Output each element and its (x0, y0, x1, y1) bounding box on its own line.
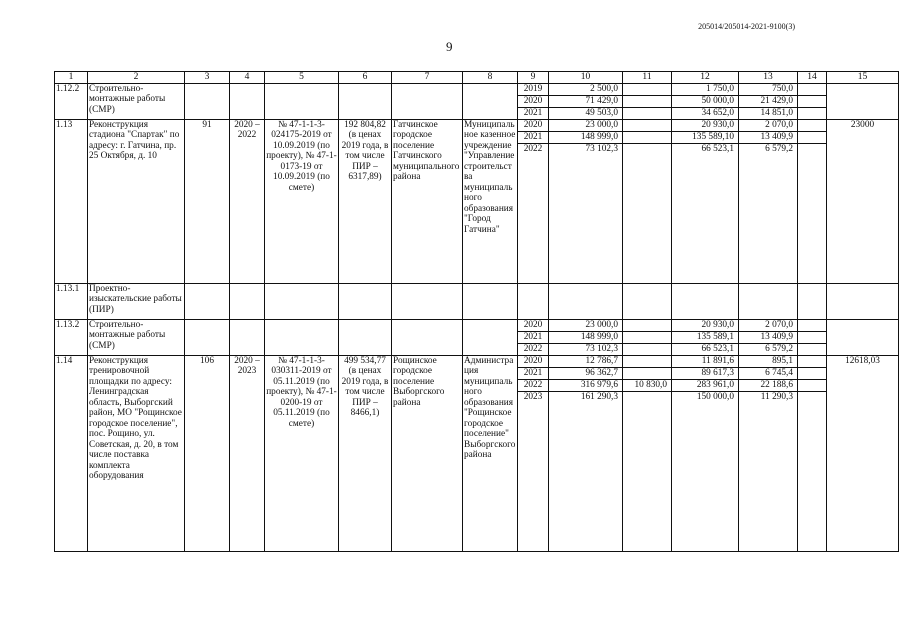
value-cell: 150 000,0 (672, 391, 739, 551)
empty-cell (672, 283, 739, 319)
empty-cell (798, 367, 827, 379)
value-cell: 20 930,0 (672, 319, 739, 331)
value-cell (623, 83, 672, 95)
col-header: 11 (623, 72, 672, 84)
expertise-cell: № 47-1-1-3-024175-2019 от 10.09.2019 (по проекту), № 47-1-0173-19 от 10.09.2019 (по смете) (265, 119, 339, 283)
cost-cell: 192 804,82 (в ценах 2019 года, в том числе ПИР – 6317,89) (339, 119, 392, 283)
item-name: Реконструкция тренировочной площадки по адресу: Ленинградская область, Выборгский район, МО "Рощинское городское поселение", пос. Рощино, ул. Советская, д. 20, в том числе поставка комплекта оборудования (88, 355, 185, 551)
empty-cell (265, 319, 339, 355)
value-cell: 895,1 (739, 355, 798, 367)
col-header: 5 (265, 72, 339, 84)
value-cell: 10 830,0 (623, 379, 672, 391)
value-cell (623, 131, 672, 143)
item-name: Реконструкция стадиона "Спартак" по адресу: г. Гатчина, пр. 25 Октября, д. 10 (88, 119, 185, 283)
row-number: 1.12.2 (55, 83, 88, 119)
empty-cell (265, 83, 339, 119)
value-cell: 50 000,0 (672, 95, 739, 107)
year-cell: 2022 (518, 379, 549, 391)
empty-cell (185, 83, 230, 119)
value-cell: 161 290,3 (549, 391, 623, 551)
col-header: 15 (827, 72, 899, 84)
value-cell (623, 319, 672, 331)
empty-cell (827, 83, 899, 119)
empty-cell (798, 379, 827, 391)
value-cell: 71 429,0 (549, 95, 623, 107)
value-cell: 96 362,7 (549, 367, 623, 379)
empty-cell (265, 283, 339, 319)
value-cell: 6 579,2 (739, 343, 798, 355)
value-cell: 21 429,0 (739, 95, 798, 107)
year-cell: 2020 (518, 119, 549, 131)
empty-cell (798, 355, 827, 367)
empty-cell (339, 83, 392, 119)
empty-cell (392, 319, 463, 355)
empty-cell (798, 119, 827, 131)
year-cell: 2021 (518, 331, 549, 343)
col-header: 14 (798, 72, 827, 84)
value-cell: 89 617,3 (672, 367, 739, 379)
expertise-cell: № 47-1-1-3-030311-2019 от 05.11.2019 (по проекту), № 47-1-0200-19 от 05.11.2019 (по смете) (265, 355, 339, 551)
value-cell: 73 102,3 (549, 343, 623, 355)
year-cell: 2020 (518, 319, 549, 331)
data-table (54, 71, 899, 552)
row-number: 1.14 (55, 355, 88, 551)
empty-cell (185, 319, 230, 355)
municipality-cell: Гатчинское городское поселение Гатчинского муниципального района (392, 119, 463, 283)
table-row (55, 119, 899, 131)
col-header: 4 (230, 72, 265, 84)
value-cell: 2 070,0 (739, 119, 798, 131)
value-cell: 49 503,0 (549, 107, 623, 119)
value-cell: 20 930,0 (672, 119, 739, 131)
value-cell (623, 107, 672, 119)
empty-cell (798, 343, 827, 355)
period-cell: 2020 – 2023 (230, 355, 265, 551)
table-row (55, 319, 899, 331)
capacity-cell: 91 (185, 119, 230, 283)
value-cell (623, 367, 672, 379)
value-cell: 13 409,9 (739, 131, 798, 143)
empty-cell (827, 283, 899, 319)
value-cell (623, 95, 672, 107)
empty-cell (339, 283, 392, 319)
col-header: 7 (392, 72, 463, 84)
empty-cell (798, 131, 827, 143)
year-cell: 2023 (518, 391, 549, 551)
municipality-cell: Рощинское городское поселение Выборгского района (392, 355, 463, 551)
value-cell (623, 143, 672, 283)
value-cell: 6 579,2 (739, 143, 798, 283)
value-cell: 148 999,0 (549, 331, 623, 343)
table-row (55, 355, 899, 367)
value-cell: 11 290,3 (739, 391, 798, 551)
empty-cell (518, 283, 549, 319)
value-cell: 34 652,0 (672, 107, 739, 119)
value-cell: 316 979,6 (549, 379, 623, 391)
period-cell: 2020 – 2022 (230, 119, 265, 283)
value-cell: 66 523,1 (672, 343, 739, 355)
year-cell: 2021 (518, 131, 549, 143)
value-cell: 13 409,9 (739, 331, 798, 343)
empty-cell (392, 283, 463, 319)
item-name: Проектно-изыскательские работы (ПИР) (88, 283, 185, 319)
row-number: 1.13.1 (55, 283, 88, 319)
cost-cell: 499 534,77 (в ценах 2019 года, в том числе ПИР – 8466,1) (339, 355, 392, 551)
value-cell: 11 891,6 (672, 355, 739, 367)
item-name: Строительно-монтажные работы (СМР) (88, 83, 185, 119)
row-number: 1.13 (55, 119, 88, 283)
row-number: 1.13.2 (55, 319, 88, 355)
col-header: 1 (55, 72, 88, 84)
empty-cell (230, 283, 265, 319)
value-cell: 6 745,4 (739, 367, 798, 379)
empty-cell (798, 319, 827, 331)
empty-cell (463, 83, 518, 119)
value-cell (623, 343, 672, 355)
year-cell: 2021 (518, 367, 549, 379)
empty-cell (392, 83, 463, 119)
col-header: 9 (518, 72, 549, 84)
value-cell: 73 102,3 (549, 143, 623, 283)
col-header: 3 (185, 72, 230, 84)
value-cell: 23 000,0 (549, 119, 623, 131)
year-cell: 2021 (518, 107, 549, 119)
value-cell: 14 851,0 (739, 107, 798, 119)
value-cell: 750,0 (739, 83, 798, 95)
year-cell: 2020 (518, 95, 549, 107)
value-cell: 1 750,0 (672, 83, 739, 95)
col-header: 10 (549, 72, 623, 84)
col-header: 2 (88, 72, 185, 84)
empty-cell (230, 319, 265, 355)
empty-cell (827, 319, 899, 355)
empty-cell (463, 319, 518, 355)
value-cell (623, 391, 672, 551)
value-cell: 2 500,0 (549, 83, 623, 95)
value-cell: 23 000,0 (549, 319, 623, 331)
value-cell: 22 188,6 (739, 379, 798, 391)
page-number: 9 (446, 39, 453, 54)
year-cell: 2022 (518, 143, 549, 283)
value-cell: 135 589,1 (672, 331, 739, 343)
empty-cell (798, 107, 827, 119)
empty-cell (798, 283, 827, 319)
item-name: Строительно-монтажные работы (СМР) (88, 319, 185, 355)
col-header: 12 (672, 72, 739, 84)
empty-cell (798, 83, 827, 95)
value-cell (623, 355, 672, 367)
year-cell: 2020 (518, 355, 549, 367)
value-cell: 148 999,0 (549, 131, 623, 143)
empty-cell (339, 319, 392, 355)
empty-cell (798, 95, 827, 107)
empty-cell (549, 283, 623, 319)
empty-cell (230, 83, 265, 119)
value-cell: 66 523,1 (672, 143, 739, 283)
capacity-cell: 106 (185, 355, 230, 551)
capacity-total-cell: 12618,03 (827, 355, 899, 551)
empty-cell (798, 143, 827, 283)
value-cell (623, 119, 672, 131)
value-cell: 2 070,0 (739, 319, 798, 331)
table-row (55, 283, 899, 319)
empty-cell (623, 283, 672, 319)
value-cell: 12 786,7 (549, 355, 623, 367)
empty-cell (798, 391, 827, 551)
empty-cell (185, 283, 230, 319)
empty-cell (739, 283, 798, 319)
value-cell (623, 331, 672, 343)
header-row (55, 72, 899, 84)
empty-cell (798, 331, 827, 343)
value-cell: 135 589,10 (672, 131, 739, 143)
document-id: 205014/205014-2021-9100(3) (698, 22, 795, 31)
year-cell: 2022 (518, 343, 549, 355)
table-row (55, 83, 899, 95)
col-header: 6 (339, 72, 392, 84)
col-header: 13 (739, 72, 798, 84)
year-cell: 2019 (518, 83, 549, 95)
customer-cell: Администрация муниципального образования "Рощинское городское поселение" Выборгского района (463, 355, 518, 551)
col-header: 8 (463, 72, 518, 84)
capacity-total-cell: 23000 (827, 119, 899, 283)
empty-cell (463, 283, 518, 319)
customer-cell: Муниципальное казенное учреждение "Управление строительства муниципального образования "Город Гатчина" (463, 119, 518, 283)
value-cell: 283 961,0 (672, 379, 739, 391)
